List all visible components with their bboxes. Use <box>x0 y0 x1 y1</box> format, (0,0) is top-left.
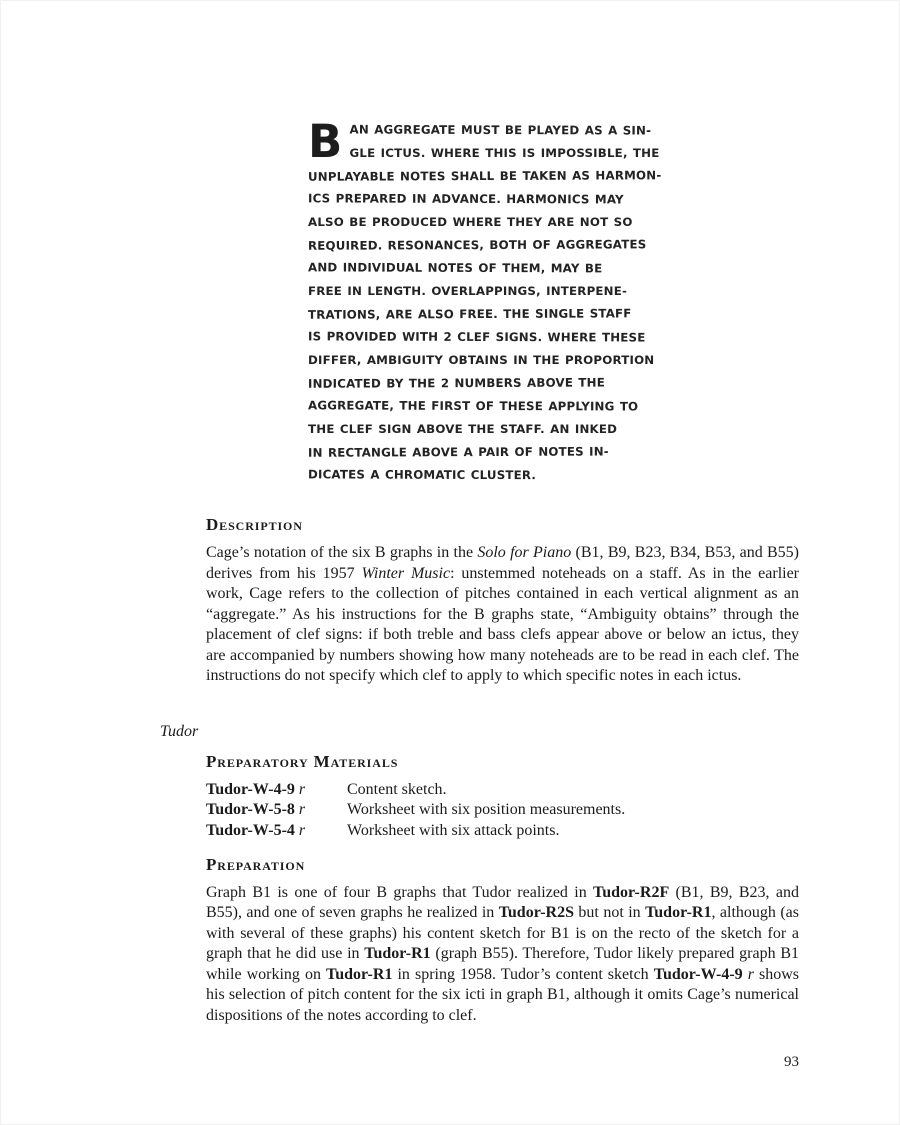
text-segment: Tudor-R1 <box>645 904 712 922</box>
material-id-cell <box>206 780 347 801</box>
facsimile-line: IN RECTANGLE ABOVE A PAIR OF NOTES IN- <box>307 444 609 460</box>
facsimile-line: AGGREGATE, THE FIRST OF THESE APPLYING TO <box>307 398 639 414</box>
text-segment: Tudor-W-4-9 <box>653 965 743 983</box>
text-segment: Solo for Piano <box>477 544 572 561</box>
text-segment: Cage’s notation of the six B graphs in the <box>206 544 478 561</box>
facsimile-line: DIFFER, AMBIGUITY OBTAINS IN THE PROPORTION <box>308 353 655 367</box>
facsimile-line: THE CLEF SIGN ABOVE THE STAFF. AN INKED <box>308 422 618 436</box>
facsimile-line: GLE ICTUS. WHERE THIS IS IMPOSSIBLE, THE <box>349 146 660 160</box>
text-segment: in spring 1958. Tudor’s content sketch <box>392 965 654 983</box>
text-segment: Tudor-R2F <box>593 883 670 901</box>
handwritten-instructions-facsimile <box>307 115 670 487</box>
text-segment: Tudor-R1 <box>364 945 431 963</box>
text-segment: Graph B1 is one of four B graphs that Tudor realized in <box>206 883 594 901</box>
facsimile-line: FREE IN LENGTH. OVERLAPPINGS, INTERPENE- <box>308 284 628 298</box>
text-segment: (graph B55). Therefore, Tudor likely prepared graph B1 while working on <box>206 945 799 983</box>
text-segment: Tudor-R1 <box>326 965 393 983</box>
tudor-margin-label: Tudor <box>160 722 199 740</box>
text-segment: : unstemmed noteheads on a staff. As in the earlier work, Cage refers to the collection of pitches contained in each vertical alignment as an “aggregate.” As his instructions for the B graphs state, “Ambiguity obtains” through the placement of clef signs: if both treble and bass clefs appear above or below an ictus, they are accompanied by numbers showing how many noteheads are to be read in each clef. The instructions do not specify which clef to apply to which specific notes in each ictus. <box>206 564 800 684</box>
preparation-paragraph <box>206 883 799 1027</box>
material-description: Worksheet with six position measurements. <box>347 801 626 819</box>
material-id-cell <box>206 821 347 842</box>
material-id: Tudor-W-5-8 <box>206 801 295 819</box>
text-segment: Tudor-R2S <box>498 904 574 922</box>
preparatory-materials-list <box>206 780 799 842</box>
facsimile-line: DICATES A CHROMATIC CLUSTER. <box>307 467 537 483</box>
material-id: Tudor-W-5-4 <box>206 822 295 840</box>
material-recto-suffix: r <box>298 822 306 840</box>
facsimile-lines <box>307 115 670 487</box>
text-segment: Winter Music <box>361 564 451 582</box>
facsimile-line: REQUIRED. RESONANCES, BOTH OF AGGREGATES <box>307 237 647 253</box>
facsimile-line: AN AGGREGATE MUST BE PLAYED AS A SIN- <box>349 122 652 138</box>
text-segment: shows his selection of pitch content for the six icti in graph B1, although it omits Cage’s numerical dispositions of the notes according to clef. <box>206 965 800 1024</box>
facsimile-line: UNPLAYABLE NOTES SHALL BE TAKEN AS HARMON- <box>307 168 662 184</box>
text-segment: but not in <box>574 904 646 922</box>
facsimile-line: ALSO BE PRODUCED WHERE THEY ARE NOT SO <box>308 215 633 229</box>
material-description: Content sketch. <box>347 780 447 798</box>
facsimile-line: INDICATED BY THE 2 NUMBERS ABOVE THE <box>307 375 605 391</box>
text-segment: r <box>747 965 754 983</box>
material-recto-suffix: r <box>298 801 306 819</box>
material-row <box>206 780 799 801</box>
material-id-cell <box>206 800 347 821</box>
material-description: Worksheet with six attack points. <box>347 822 560 840</box>
text-segment: , although (as with several of these graphs) his content sketch for B1 is on the recto of the sketch for a graph that he did use in <box>206 904 799 963</box>
facsimile-line: IS PROVIDED WITH 2 CLEF SIGNS. WHERE THESE <box>307 329 646 345</box>
preparatory-materials-heading: Preparatory Materials <box>206 751 399 771</box>
text-segment: (B1, B9, B23, and B55), and one of seven graphs he realized in <box>206 883 799 922</box>
description-heading: Description <box>206 515 303 534</box>
facsimile-line: ICS PREPARED IN ADVANCE. HARMONICS MAY <box>307 191 624 207</box>
description-paragraph <box>206 543 799 687</box>
facsimile-line: TRATIONS, ARE ALSO FREE. THE SINGLE STAFF <box>307 306 632 322</box>
text-segment: (B1, B9, B23, B34, B53, and B55) derives from his 1957 <box>206 544 799 582</box>
drop-cap-letter: B <box>308 115 343 168</box>
page-content <box>1 1 899 1026</box>
material-row <box>206 821 799 842</box>
page-number: 93 <box>784 1054 799 1070</box>
material-row <box>206 800 799 821</box>
material-recto-suffix: r <box>298 780 306 798</box>
material-id: Tudor-W-4-9 <box>206 780 295 798</box>
preparation-heading: Preparation <box>206 854 306 874</box>
facsimile-line: AND INDIVIDUAL NOTES OF THEM, MAY BE <box>307 260 603 276</box>
